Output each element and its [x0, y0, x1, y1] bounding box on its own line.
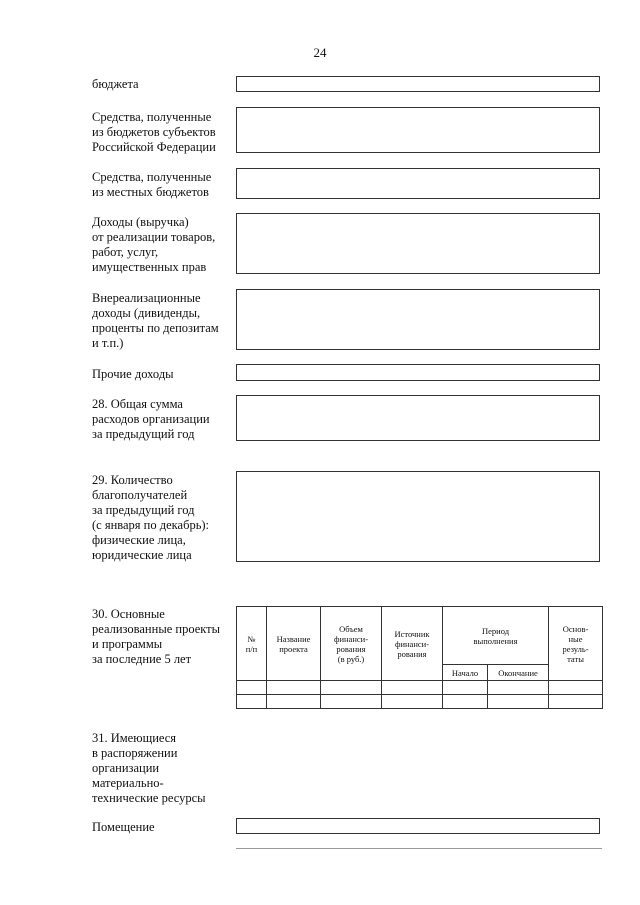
table-cell[interactable] [443, 681, 488, 695]
field-label-sales-revenue: Доходы (выручка) от реализации товаров, работ, услуг, имущественных прав [92, 215, 216, 274]
field-label-regional-funds: Средства, полученные из бюджетов субъектов Российской Федерации [92, 110, 216, 154]
table-cell[interactable] [237, 681, 267, 695]
header-results: Основ- ные резуль- таты [549, 607, 603, 681]
field-label-non-operating-income: Внереализационные доходы (дивиденды, проценты по депозитам и т.п.) [92, 291, 219, 350]
header-funding-amount: Объем финанси- рования (в руб.) [321, 607, 382, 681]
table-cell[interactable] [382, 681, 443, 695]
table-row [237, 681, 603, 695]
page-number: 24 [313, 45, 327, 60]
table-row [237, 695, 603, 709]
divider [236, 848, 602, 849]
budget-input[interactable] [236, 76, 600, 92]
field-label-local-funds: Средства, полученные из местных бюджетов [92, 170, 212, 199]
table-cell[interactable] [488, 695, 549, 709]
field-label-other-income: Прочие доходы [92, 367, 174, 381]
table-cell[interactable] [267, 695, 321, 709]
table-cell[interactable] [237, 695, 267, 709]
field-label-budget: бюджета [92, 77, 139, 91]
table-cell[interactable] [443, 695, 488, 709]
table-cell[interactable] [549, 681, 603, 695]
other-income-input[interactable] [236, 364, 600, 381]
header-period-start: Начало [443, 665, 488, 681]
projects-table [236, 606, 603, 709]
regional-funds-input[interactable] [236, 107, 600, 153]
header-project-name: Название проекта [267, 607, 321, 681]
beneficiaries-input[interactable] [236, 471, 600, 562]
field-label-premises: Помещение [92, 820, 155, 834]
field-label-projects: 30. Основные реализованные проекты и программы за последние 5 лет [92, 607, 221, 666]
table-cell[interactable] [267, 681, 321, 695]
sales-revenue-input[interactable] [236, 213, 600, 274]
non-operating-income-input[interactable] [236, 289, 600, 350]
table-cell[interactable] [549, 695, 603, 709]
local-funds-input[interactable] [236, 168, 600, 199]
field-label-total-expenses: 28. Общая сумма расходов организации за предыдущий год [92, 397, 210, 441]
header-num: № п/п [237, 607, 267, 681]
field-label-material-resources: 31. Имеющиеся в распоряжении организации материально- технические ресурсы [92, 731, 206, 805]
table-cell[interactable] [488, 681, 549, 695]
field-label-beneficiaries: 29. Количество благополучателей за предыдущий год (с января по декабрь): физические лица, юридические лица [92, 473, 210, 562]
table-cell[interactable] [321, 695, 382, 709]
header-period: Период выполнения [443, 607, 549, 665]
premises-input[interactable] [236, 818, 600, 834]
total-expenses-input[interactable] [236, 395, 600, 441]
table-cell[interactable] [382, 695, 443, 709]
table-cell[interactable] [321, 681, 382, 695]
header-period-end: Окончание [488, 665, 549, 681]
header-funding-source: Источник финанси- рования [382, 607, 443, 681]
